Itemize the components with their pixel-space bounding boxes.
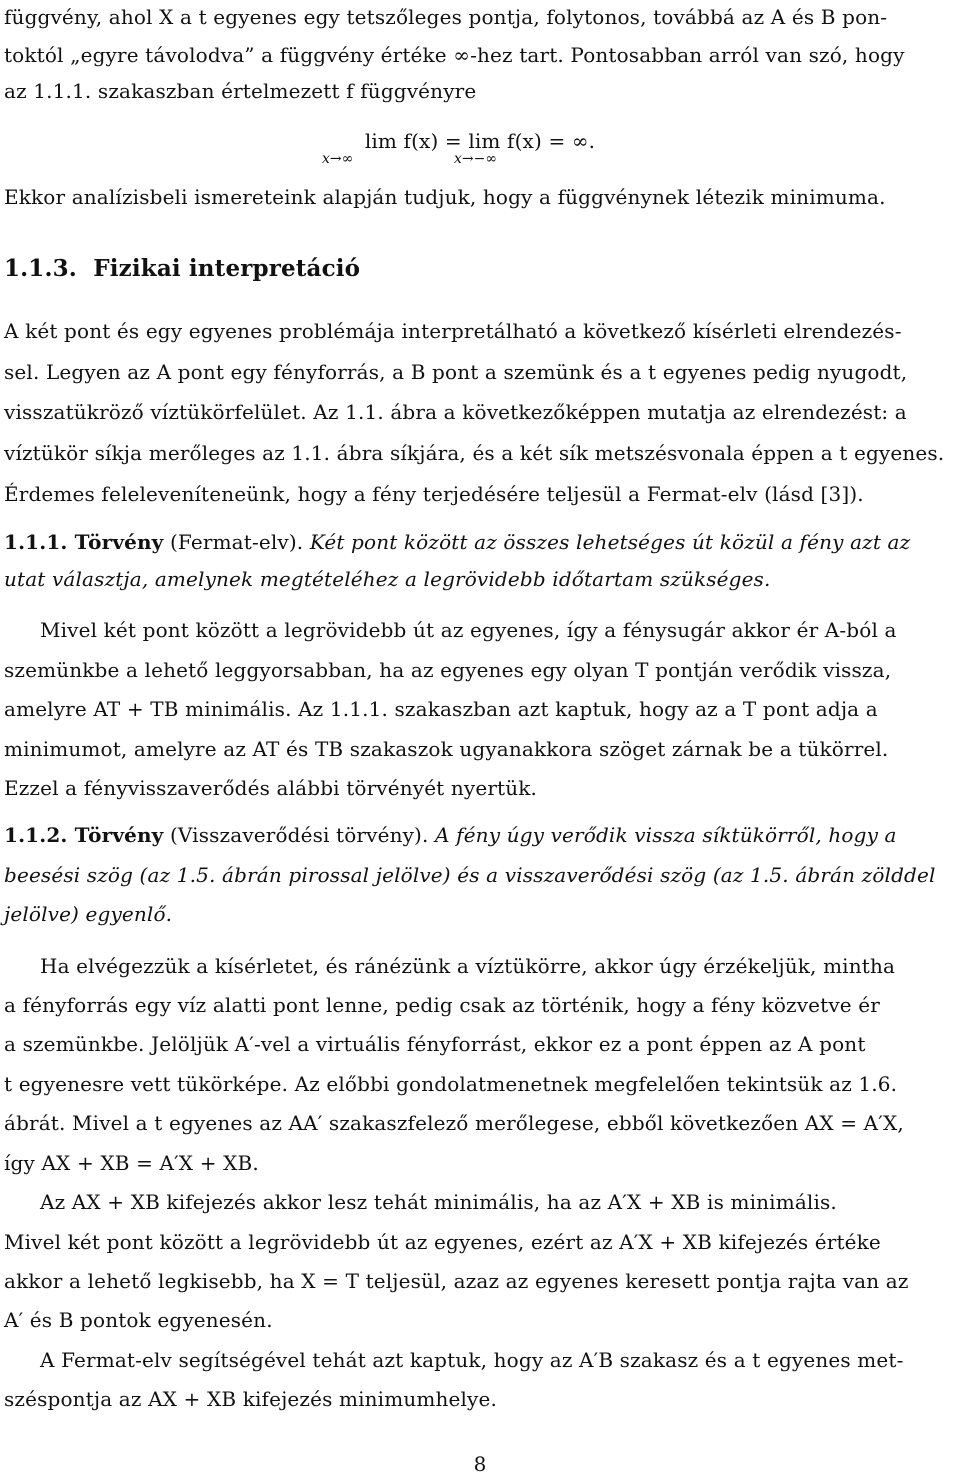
text-line: így AX + XB = A′X + XB. [4, 1151, 259, 1175]
law-text: jelölve) egyenlő. [4, 902, 173, 926]
law-name: (Fermat-elv). [169, 530, 304, 554]
law-text: Két pont között az összes lehetséges út közül a fény azt az [309, 530, 911, 554]
text-line: Ezzel a fényvisszaverődés alábbi törvényét nyertük. [4, 776, 538, 800]
text-line: Ha elvégezzük a kísérletet, és ránézünk a víztükörre, akkor úgy érzékeljük, mintha [40, 954, 896, 978]
text-line: Érdemes feleleveníteneünk, hogy a fény terjedésére teljesül a Fermat-elv (lásd [3]). [4, 482, 864, 506]
text-line: toktól „egyre távolodva” a függvény értéke ∞-hez tart. Pontosabban arról van szó, hogy [4, 43, 905, 67]
law-number: 1.1.1. Törvény [4, 530, 164, 554]
section-heading [4, 254, 360, 284]
text-line: amelyre AT + TB minimális. Az 1.1.1. szakaszban azt kaptuk, hogy az a T pont adja a [4, 697, 878, 721]
text-line: A két pont és egy egyenes problémája interpretálható a következő kísérleti elrendezés- [4, 319, 902, 343]
text-line: Mivel két pont között a legrövidebb út az egyenes, így a fénysugár akkor ér A-ból a [40, 618, 897, 642]
page-number: 8 [473, 1452, 487, 1476]
text-line: sel. Legyen az A pont egy fényforrás, a B pont a szemünk és a t egyenes pedig nyugodt, [4, 360, 908, 384]
text-line: Ekkor analízisbeli ismereteink alapján tudjuk, hogy a függvénynek létezik minimuma. [4, 185, 886, 209]
text-line: visszatükröző víztükörfelület. Az 1.1. ábra a következőképpen mutatja az elrendezést: a [4, 400, 907, 424]
law-text: utat választja, amelynek megtételéhez a legrövidebb időtartam szükséges. [4, 567, 771, 591]
text-line: a szemünkbe. Jelöljük A′-vel a virtuális fényforrást, ekkor ez a pont éppen az A pont [4, 1032, 866, 1056]
text-line: Az AX + XB kifejezés akkor lesz tehát minimális, ha az A′X + XB is minimális. [40, 1190, 837, 1214]
text-line: A′ és B pontok egyenesén. [4, 1308, 273, 1332]
text-line: víztükör síkja merőleges az 1.1. ábra síkjára, és a két sík metszésvonala éppen a t egyenes. [4, 441, 945, 465]
text-line: A Fermat-elv segítségével tehát azt kaptuk, hogy az A′B szakasz és a t egyenes met- [40, 1348, 904, 1372]
text-line: függvény, ahol X a t egyenes egy tetszőleges pontja, folytonos, továbbá az A és B pon- [4, 5, 888, 29]
text-line: széspontja az AX + XB kifejezés minimumhelye. [4, 1387, 497, 1411]
text-line: t egyenesre vett tükörképe. Az előbbi gondolatmenetnek megfelelően tekintsük az 1.6. [4, 1072, 898, 1096]
text-line: akkor a lehető legkisebb, ha X = T teljesül, azaz az egyenes keresett pontja rajta van az [4, 1269, 909, 1293]
text-line: Mivel két pont között a legrövidebb út az egyenes, ezért az A′X + XB kifejezés értéke [4, 1230, 881, 1254]
text-line: minimumot, amelyre az AT és TB szakaszok ugyanakkora szöget zárnak be a tükörrel. [4, 737, 889, 761]
section-title: Fizikai interpretáció [93, 255, 361, 282]
section-number: 1.1.3. [4, 255, 77, 282]
law-text: beesési szög (az 1.5. ábrán pirossal jelölve) és a visszaverődési szög (az 1.5. ábrán zölddel [4, 863, 936, 887]
text-line: az 1.1.1. szakaszban értelmezett f függvényre [4, 79, 477, 103]
text-line: szemünkbe a lehető leggyorsabban, ha az egyenes egy olyan T pontján verődik vissza, [4, 658, 892, 682]
law-text: A fény úgy verődik vissza síktükörről, hogy a [435, 823, 897, 847]
equation-subscript-left: x→∞ [322, 151, 354, 167]
law-name: (Visszaverődési törvény). [169, 823, 429, 847]
law-number: 1.1.2. Törvény [4, 823, 164, 847]
text-line: a fényforrás egy víz alatti pont lenne, pedig csak az történik, hogy a fény közvetve ér [4, 993, 880, 1017]
equation-main: lim f(x) = lim f(x) = ∞. [364, 129, 596, 153]
text-line: ábrát. Mivel a t egyenes az AA′ szakaszfelező merőlegese, ebből következően AX = A′X, [4, 1111, 904, 1135]
equation-subscript-right: x→−∞ [454, 151, 498, 167]
